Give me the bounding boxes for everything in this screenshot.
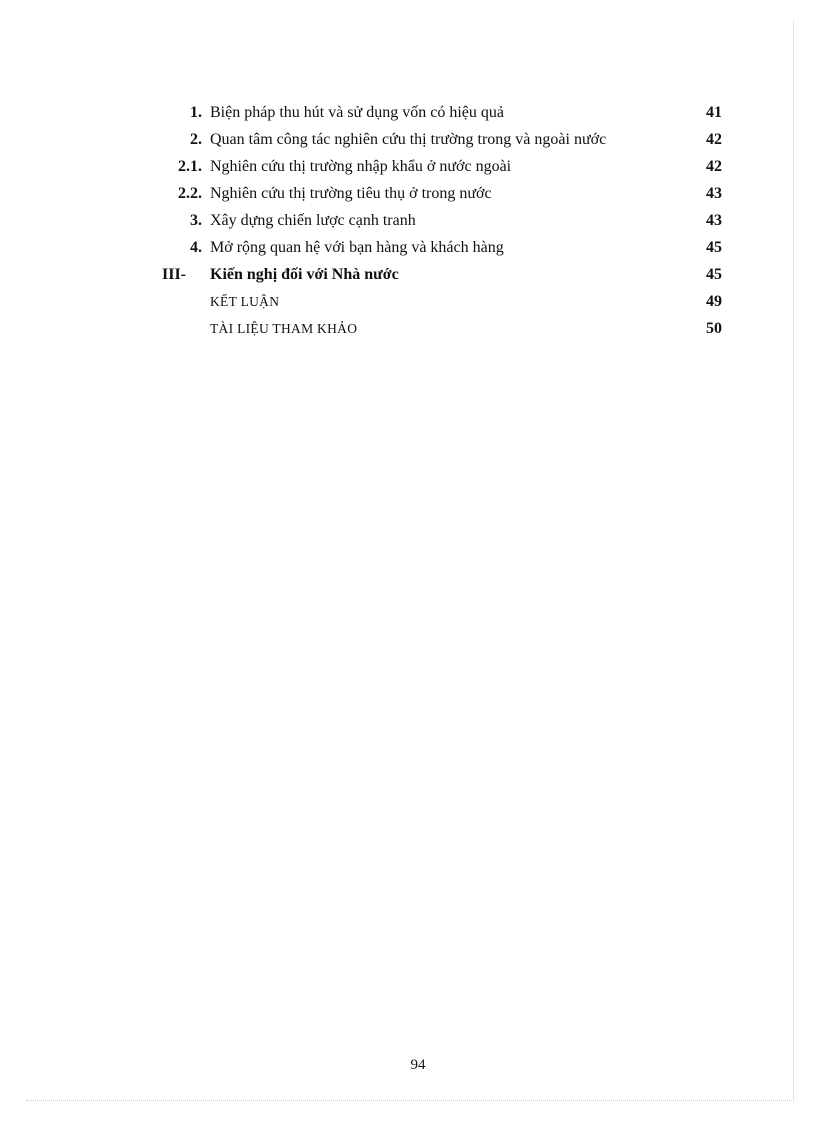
toc-entry-number: 4. xyxy=(190,239,202,256)
toc-entry-number: 2. xyxy=(190,131,202,148)
toc-entry-4 xyxy=(162,237,722,258)
toc-entry-2 xyxy=(162,129,722,150)
toc-entry-2-2 xyxy=(162,183,722,204)
toc-entry-page: 43 xyxy=(706,185,722,202)
toc-entry-title: Xây dựng chiến lược cạnh tranh xyxy=(210,212,416,229)
toc-entry-number: 2.1. xyxy=(178,158,202,175)
toc-entry-page: 45 xyxy=(706,239,722,256)
toc-entry-page: 49 xyxy=(706,293,722,310)
toc-entry-title: Nghiên cứu thị trường nhập khẩu ở nước ngoài xyxy=(210,158,512,175)
toc-entry-references xyxy=(162,318,722,339)
toc-entry-conclusion xyxy=(162,291,722,312)
page-edge-right xyxy=(793,20,794,1101)
table-of-contents xyxy=(162,102,722,345)
page-edge-bottom xyxy=(26,1100,794,1101)
toc-entry-page: 42 xyxy=(706,158,722,175)
toc-entry-title: Nghiên cứu thị trường tiêu thụ ở trong nước xyxy=(210,185,492,202)
toc-entry-number: 2.2. xyxy=(178,185,202,202)
page-number: 94 xyxy=(410,1057,426,1073)
toc-entry-section-iii xyxy=(162,264,722,285)
toc-entry-number: 1. xyxy=(190,104,202,121)
toc-entry-page: 50 xyxy=(706,320,722,337)
toc-entry-page: 41 xyxy=(706,104,722,121)
toc-entry-number: III- xyxy=(162,266,187,283)
toc-entry-page: 42 xyxy=(706,131,722,148)
toc-entry-page: 43 xyxy=(706,212,722,229)
toc-entry-title: TÀI LIỆU THAM KHẢO xyxy=(210,321,358,336)
toc-entry-title: KẾT LUẬN xyxy=(210,294,280,309)
toc-entry-title: Mở rộng quan hệ với bạn hàng và khách hàng xyxy=(210,239,504,256)
toc-entry-title: Quan tâm công tác nghiên cứu thị trường trong và ngoài nước xyxy=(210,131,607,148)
toc-entry-title: Biện pháp thu hút và sử dụng vốn có hiệu quả xyxy=(210,104,504,121)
toc-entry-2-1 xyxy=(162,156,722,177)
toc-entry-3 xyxy=(162,210,722,231)
toc-entry-1 xyxy=(162,102,722,123)
toc-entry-number: 3. xyxy=(190,212,202,229)
toc-entry-title: Kiến nghị đối với Nhà nước xyxy=(210,266,399,283)
toc-entry-page: 45 xyxy=(706,266,722,283)
